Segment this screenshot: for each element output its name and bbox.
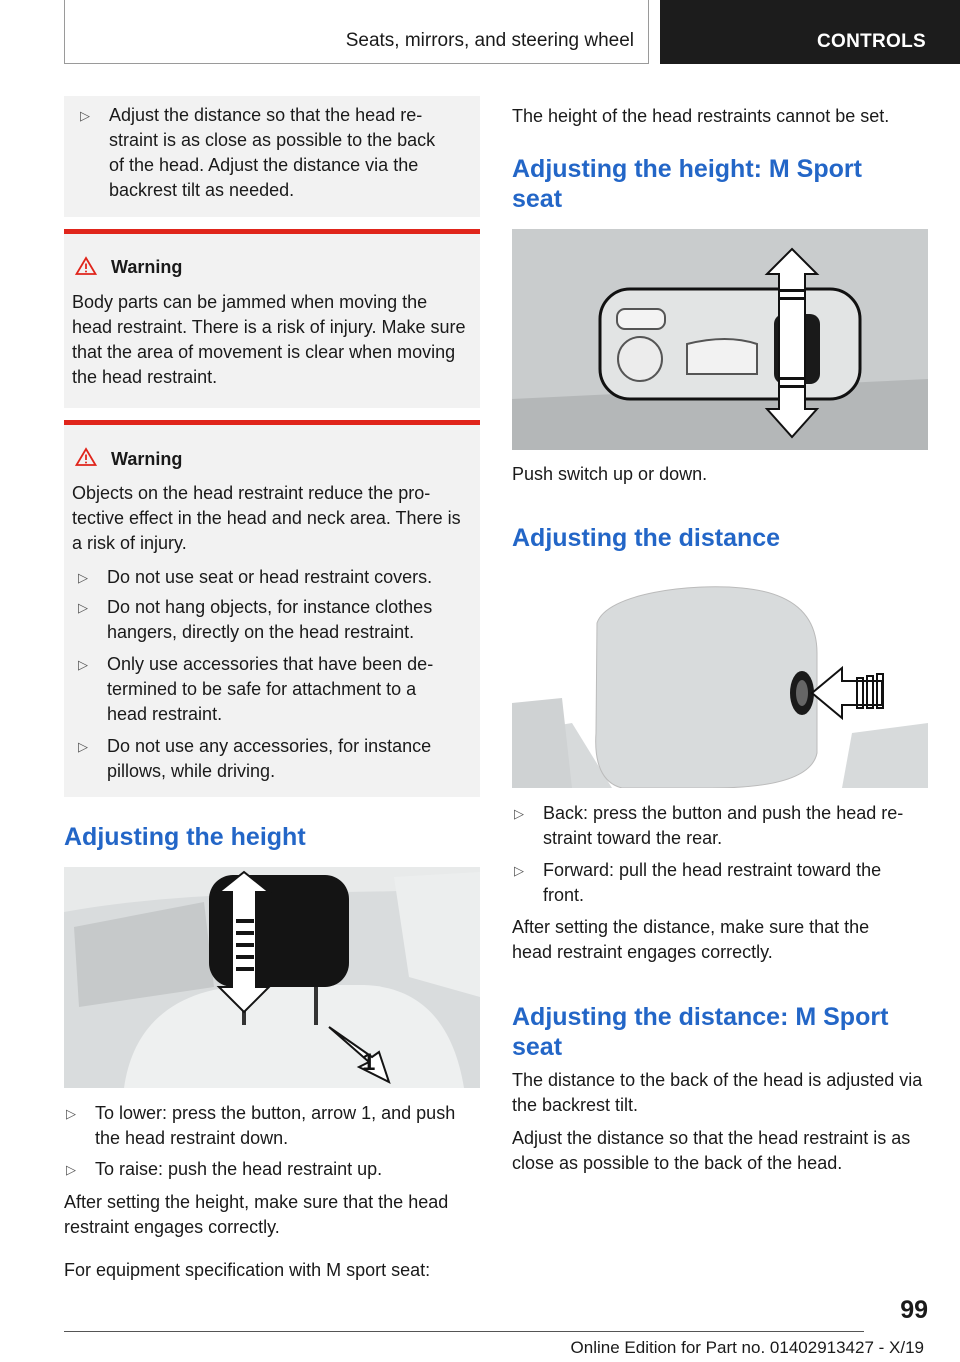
warning-triangle-icon: [75, 447, 97, 472]
running-header-chapter: [660, 0, 960, 64]
section-heading: Adjusting the height: M Sport seat: [512, 155, 862, 213]
list-item-text: Do not use seat or head restraint covers.: [107, 567, 433, 587]
warning-title: Warning: [111, 257, 183, 277]
paragraph: After setting the distance, make sure that the head restraint engages correctly.: [512, 917, 870, 962]
paragraph: For equipment specification with M sport seat:: [64, 1260, 431, 1280]
footer-edition: Online Edition for Part no. 01402913427 - X/19: [570, 1338, 924, 1357]
footer-divider: [64, 1331, 864, 1332]
list-item-text: Do not use any accessories, for instance pillows, while driving.: [107, 736, 432, 781]
paragraph: Push switch up or down.: [512, 464, 708, 484]
triangle-right-icon: ▷: [78, 657, 88, 672]
running-header-section: [64, 0, 649, 64]
warning-triangle-icon: [75, 256, 97, 281]
chapter-title: CONTROLS: [816, 31, 926, 52]
list-item-text: Only use accessories that have been de-termined to be safe for attachment to a head restraint.: [107, 654, 434, 724]
section-heading: Adjusting the distance: [512, 524, 781, 552]
section-heading: Adjusting the height: [64, 823, 306, 851]
list-item-text: Do not hang objects, for instance clothes hangers, directly on the head restraint.: [107, 597, 433, 642]
list-item-text: Forward: pull the head restraint toward the front.: [543, 860, 882, 905]
paragraph: The distance to the back of the head is adjusted via the backrest tilt.: [512, 1070, 923, 1115]
m-sport-switch-figure: [512, 229, 928, 450]
triangle-right-icon: ▷: [78, 739, 88, 754]
warning-title: Warning: [111, 449, 183, 469]
head-restraint-height-figure: [64, 867, 480, 1088]
triangle-right-icon: ▷: [66, 1162, 76, 1177]
list-item-text: To raise: push the head restraint up.: [95, 1159, 383, 1179]
triangle-right-icon: ▷: [514, 806, 524, 821]
list-item-text: Back: press the button and push the head re-straint toward the rear.: [543, 803, 904, 848]
triangle-right-icon: ▷: [78, 600, 88, 615]
section-title: Seats, mirrors, and steering wheel: [345, 30, 634, 51]
figure-callout-label: 1: [362, 1049, 376, 1076]
warning-text: Objects on the head restraint reduce the pro-tective effect in the head and neck area. There is a risk of injury.: [72, 483, 461, 553]
distance-figure: [512, 583, 928, 788]
triangle-right-icon: ▷: [80, 108, 90, 123]
page-number: 99: [900, 1296, 928, 1324]
list-item-text: To lower: press the button, arrow 1, and push the head restraint down.: [95, 1103, 456, 1148]
triangle-right-icon: ▷: [66, 1106, 76, 1121]
list-item-text: Adjust the distance so that the head re- straint is as close as possible to the back of the head. Adjust the distance via the backrest tilt as needed.: [109, 105, 436, 200]
triangle-right-icon: ▷: [78, 570, 88, 585]
paragraph: Adjust the distance so that the head restraint is as close as possible to the back of the head.: [512, 1128, 911, 1173]
triangle-right-icon: ▷: [514, 863, 524, 878]
section-heading: Adjusting the distance: M Sport seat: [512, 1003, 889, 1061]
warning-text: Body parts can be jammed when moving the head restraint. There is a risk of injury. Make sure that the area of movement is clear when moving the head restraint.: [72, 292, 466, 387]
paragraph: The height of the head restraints cannot be set.: [512, 106, 890, 126]
paragraph: After setting the height, make sure that the head restraint engages correctly.: [64, 1192, 449, 1237]
